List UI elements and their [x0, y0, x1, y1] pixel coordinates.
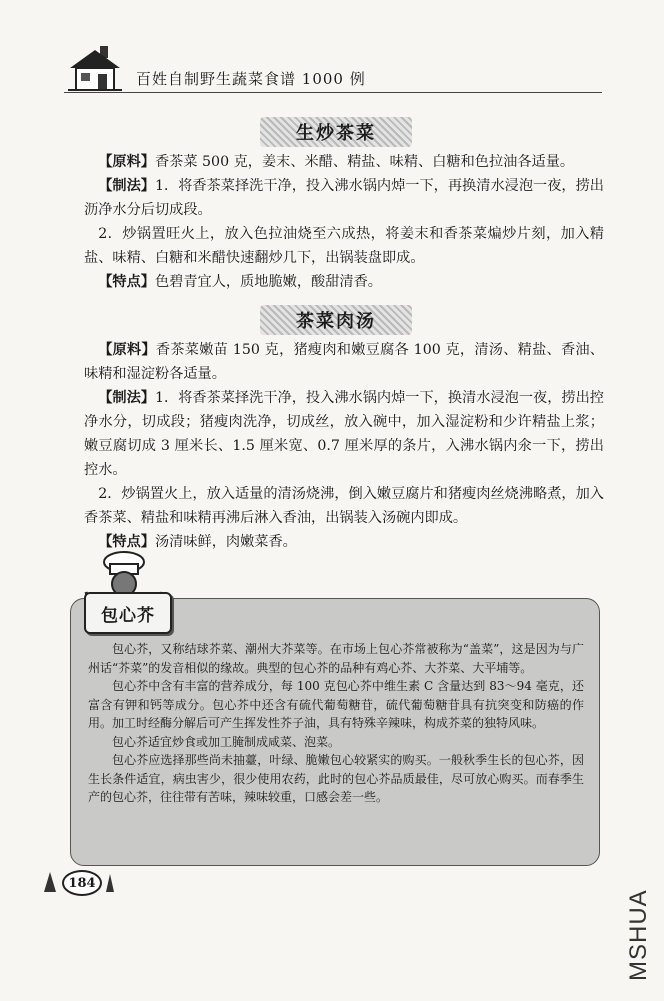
- method-label: 【制法】: [98, 178, 155, 194]
- method-label: 【制法】: [98, 390, 155, 406]
- info-box-text: [88, 640, 584, 807]
- recipe-2-method-2: 2．炒锅置火上，放入适量的清汤烧沸，倒入嫩豆腐片和猪瘦肉丝烧沸略煮，加入香茶菜、精盐和味精再沸后淋入香油，出锅装入汤碗内即成。: [84, 486, 604, 526]
- method-step-1: 1．将香茶菜择洗干净，投入沸水锅内焯一下，换清水浸泡一夜，捞出控净水分，切成段；猪瘦肉洗净，切成丝，放入碗中，加入湿淀粉和少许精盐上浆；嫩豆腐切成 3 厘米长、1.5 厘米宽、0.7 厘米厚的条片，入沸水锅内氽一下，捞出控水。: [84, 390, 604, 478]
- feature-label: 【特点】: [98, 534, 155, 550]
- page-number: 184: [62, 870, 102, 896]
- ingredients-text: 香茶菜嫩苗 150 克，猪瘦肉和嫩豆腐各 100 克，清汤、精盐、香油、味精和湿淀粉各适量。: [84, 342, 604, 382]
- method-step-1: 1．将香茶菜择洗干净，投入沸水锅内焯一下，再换清水浸泡一夜，捞出沥净水分后切成段。: [84, 178, 604, 218]
- recipe-2-ingredients: [84, 338, 604, 386]
- recipe-2-method-1: [84, 386, 604, 482]
- recipe-2-title: 茶菜肉汤: [260, 305, 412, 335]
- recipe-2-body: [84, 338, 604, 554]
- feature-text: 汤清味鲜，肉嫩菜香。: [154, 534, 297, 550]
- feature-label: 【特点】: [98, 274, 155, 290]
- header-rule: [64, 92, 602, 93]
- house-icon: [66, 44, 124, 92]
- recipe-1-feature: [84, 270, 604, 294]
- ingredients-label: 【原料】: [98, 154, 155, 170]
- info-paragraph: 包心芥，又称结球芥菜、潮州大芥菜等。在市场上包心芥常被称为“盖菜”，这是因为与广州话“芥菜”的发音相似的缘故。典型的包心芥的品种有鸡心芥、大芥菜、大平埔等。: [88, 642, 584, 675]
- ingredients-label: 【原料】: [98, 342, 156, 358]
- recipe-1-method-1: [84, 174, 604, 222]
- info-paragraph: 包心芥应选择那些尚未抽薹，叶绿、脆嫩包心较紧实的购买。一般秋季生长的包心芥，因生长条件适宜，病虫害少，很少使用农药，此时的包心芥品质最佳，尽可放心购买。而春季生产的包心芥，往往带有苦味，辣味较重，口感会差一些。: [88, 753, 584, 804]
- ingredients-text: 香茶菜 500 克，姜末、米醋、精盐、味精、白糖和色拉油各适量。: [154, 154, 575, 170]
- watermark: MSHUA: [625, 889, 652, 981]
- info-box-title: 包心芥: [84, 592, 172, 634]
- feature-text: 色碧青宜人，质地脆嫩，酸甜清香。: [154, 274, 382, 290]
- recipe-1-title: 生炒茶菜: [260, 117, 412, 147]
- info-paragraph: 包心芥中含有丰富的营养成分，每 100 克包心芥中维生素 C 含量达到 83～94 毫克，还富含有钾和钙等成分。包心芥中还含有硫代葡萄糖苷，硫代葡萄糖苷具有抗突变和防癌的作用。加工时经酶分解后可产生挥发性芥子油，具有特殊辛辣味，构成芥菜的独特风味。: [88, 679, 584, 730]
- book-title: 百姓自制野生蔬菜食谱 1000 例: [136, 70, 366, 88]
- info-paragraph: 包心芥适宜炒食或加工腌制成咸菜、泡菜。: [112, 734, 341, 749]
- recipe-1-method-2: 2．炒锅置旺火上，放入色拉油烧至六成热，将姜末和香茶菜煸炒片刻，加入精盐、味精、白糖和米醋快速翻炒几下，出锅装盘即成。: [84, 226, 604, 266]
- recipe-1-body: [84, 150, 604, 294]
- recipe-1-ingredients: [84, 150, 604, 174]
